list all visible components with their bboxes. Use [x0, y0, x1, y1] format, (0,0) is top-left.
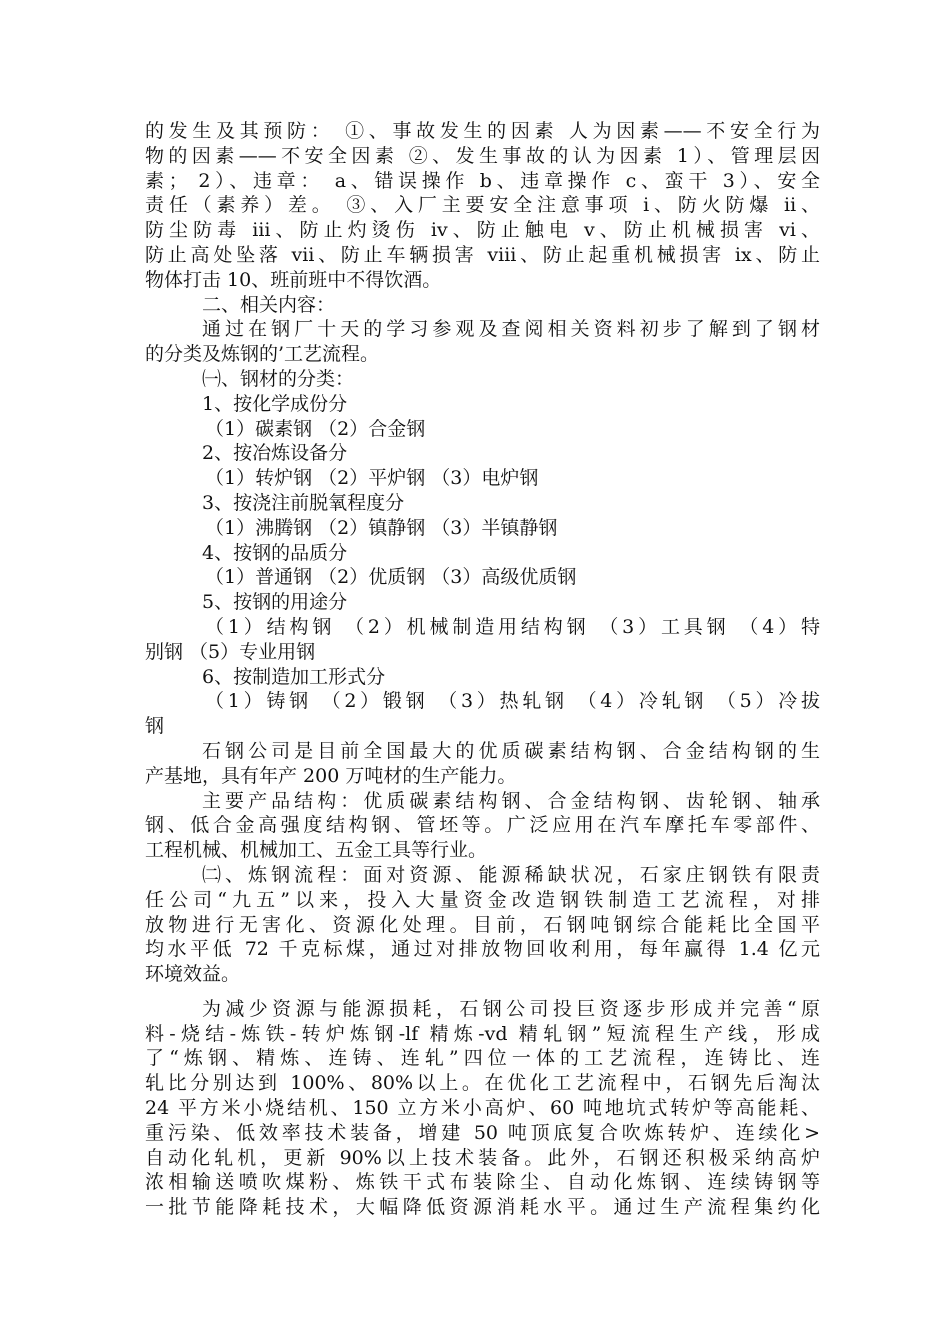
text-line: 任公司“九五”以来，投入大量资金改造钢铁制造工艺流程，对排 — [145, 888, 820, 911]
text-line: 自动化轧机，更新 90%以上技术装备。此外，石钢还积极采纳高炉 — [145, 1146, 820, 1169]
text-line: 物体打击 10、班前班中不得饮酒。 — [145, 268, 442, 291]
text-line: 防止高处坠落 ⅶ、防止车辆损害 ⅷ、防止起重机械损害 ⅸ、防止 — [145, 243, 820, 266]
text-line: 4、按钢的品质分 — [202, 541, 348, 564]
text-line: 素； 2）、违章： a、错误操作 b、违章操作 c、蛮干 3）、安全 — [145, 169, 820, 192]
text-line: 均水平低 72 千克标煤，通过对排放物回收利用，每年赢得 1.4 亿元 — [145, 938, 820, 961]
text-line: 3、按浇注前脱氧程度分 — [202, 491, 405, 514]
text-line: 的发生及其预防： ①、事故发生的因素 人为因素——不安全行为 — [145, 120, 820, 142]
text-line: 浓相输送喷吹煤粉、炼铁干式布装除尘、自动化炼钢、连续铸钢等 — [145, 1171, 820, 1194]
text-line: （1）普通钢 （2）优质钢 （3）高级优质钢 — [205, 566, 577, 589]
text-line: 防尘防毒 ⅲ、防止灼烫伤 ⅳ、防止触电 ⅴ、防止机械损害 ⅵ、 — [145, 219, 820, 242]
text-line: （1）转炉钢 （2）平炉钢 （3）电炉钢 — [205, 467, 539, 490]
text-line: （1）碳素钢 （2）合金钢 — [205, 417, 426, 440]
text-line: 料-烧结-炼铁-转炉炼钢-lf 精炼-vd 精轧钢”短流程生产线，形成 — [145, 1022, 820, 1045]
text-line: 产基地，具有年产 200 万吨材的生产能力。 — [145, 764, 517, 787]
text-line: 了“炼钢、精炼、连铸、连轧”四位一体的工艺流程，连铸比、连 — [145, 1047, 820, 1070]
text-line: 责任（素养）差。 ③、入厂主要安全注意事项 ⅰ、防火防爆 ⅱ、 — [145, 194, 820, 217]
text-line: 2、按冶炼设备分 — [202, 442, 348, 465]
text-line: 为减少资源与能源损耗，石钢公司投巨资逐步形成并完善“原 — [202, 997, 820, 1020]
text-line: 6、按制造加工形式分 — [202, 665, 386, 688]
text-line: 环境效益。 — [145, 963, 241, 986]
document-page — [145, 119, 820, 1220]
text-line: 放物进行无害化、资源化处理。目前，石钢吨钢综合能耗比全国平 — [145, 913, 820, 936]
text-line: 二、相关内容： — [202, 293, 336, 316]
text-line: 钢、低合金高强度结构钢、管坯等。广泛应用在汽车摩托车零部件、 — [145, 814, 820, 837]
text-line: （1）结构钢 （2）机械制造用结构钢 （3）工具钢 （4）特 — [205, 615, 820, 638]
text-line: 钢 — [145, 715, 165, 738]
text-line: ㈠、钢材的分类： — [202, 367, 355, 390]
text-line: 一批节能降耗技术，大幅降低资源消耗水平。通过生产流程集约化 — [145, 1196, 820, 1219]
text-line: ㈡、炼钢流程：面对资源、能源稀缺状况，石家庄钢铁有限责 — [202, 863, 820, 886]
text-line: 别钢 （5）专业用钢 — [145, 640, 316, 663]
text-line: 的分类及炼钢的’工艺流程。 — [145, 343, 380, 366]
text-line: 通过在钢厂十天的学习参观及查阅相关资料初步了解到了钢材 — [202, 318, 820, 341]
text-line: 重污染、低效率技术装备，增建 50 吨顶底复合吹炼转炉、连续化> — [145, 1121, 820, 1144]
text-line: （1）铸钢 （2）锻钢 （3）热轧钢 （4）冷轧钢 （5）冷拔 — [205, 690, 820, 713]
text-line: 1、按化学成份分 — [202, 392, 348, 415]
paragraph-gap — [145, 987, 820, 997]
text-line: 轧比分别达到 100%、80%以上。在优化工艺流程中，石钢先后淘汰 — [145, 1072, 820, 1095]
text-line: 工程机械、机械加工、五金工具等行业。 — [145, 839, 488, 862]
text-line: 石钢公司是目前全国最大的优质碳素结构钢、合金结构钢的生 — [202, 739, 820, 762]
text-line: 主要产品结构：优质碳素结构钢、合金结构钢、齿轮钢、轴承 — [202, 789, 820, 812]
text-line: 5、按钢的用途分 — [202, 591, 348, 614]
text-line: （1）沸腾钢 （2）镇静钢 （3）半镇静钢 — [205, 516, 558, 539]
text-line: 24 平方米小烧结机、150 立方米小高炉、60 吨地坑式转炉等高能耗、 — [145, 1097, 820, 1120]
text-line: 物的因素——不安全因素 ②、发生事故的认为因素 1）、管理层因 — [145, 144, 820, 167]
